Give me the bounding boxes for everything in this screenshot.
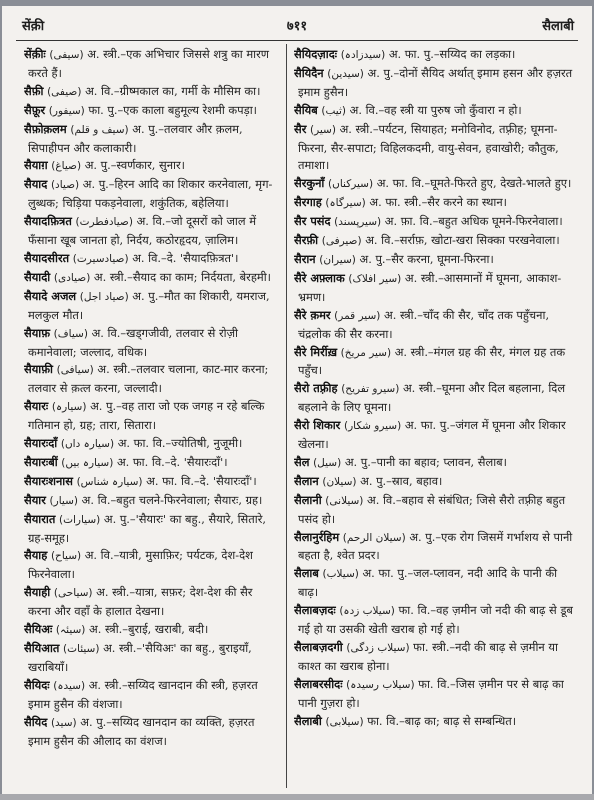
entry-headword: सैयाह	[24, 548, 48, 563]
entry-definition: अ. स्त्री.–'सैयिअः' का बहु., बुराइयाँ, खराबियाँ।	[28, 641, 252, 674]
entry-headword: सैयिअः	[24, 622, 53, 637]
entry-urdu-spelling: (سیر قمر)	[334, 309, 381, 322]
entry-definition: फा. स्त्री.–नदी की बाढ़ से ज़मीन या काश्त का खराब होना।	[298, 640, 558, 673]
entry-headword: सैफ़ी	[24, 83, 44, 98]
dictionary-entry	[294, 232, 578, 251]
entry-definition: अ. पु.–'सैयारः' का बहु., सैयारे, सितारे, ग्रह-समूह।	[28, 511, 266, 545]
entry-definition: अ. फा. पु.–जंगल में घूमना और शिकार खेलना।	[298, 418, 566, 452]
dictionary-entry	[24, 640, 278, 677]
entry-headword: सैयिदैन	[294, 65, 324, 80]
entry-headword: सैरफ़ी	[294, 233, 319, 248]
entry-headword: सैयिदज़ादः	[294, 47, 338, 61]
entry-definition: अ. पु.–स्राव, बहाव।	[360, 473, 443, 488]
entry-urdu-spelling: (سیرو شکار)	[343, 420, 402, 433]
entry-headword: सैरे क़मर	[294, 307, 331, 322]
header-rule	[16, 40, 578, 41]
entry-definition: अ. स्त्री.–तलवार चलाना, काट-मार करना; तलवार से क़त्ल करना, जल्लादी।	[28, 362, 269, 396]
entry-definition: अ. वि.–वह स्त्री या पुरुष जो कुँवारा न हो।	[349, 102, 522, 117]
entry-urdu-spelling: (سیدین)	[327, 67, 364, 80]
page-number: ७११	[286, 19, 308, 34]
entry-urdu-spelling: (سیئہ)	[55, 624, 86, 637]
entry-headword: सैलानी	[294, 492, 322, 507]
dictionary-entry	[294, 46, 578, 65]
entry-headword: सैफ़ूर	[24, 102, 46, 117]
entry-headword: सैलाब	[294, 566, 319, 581]
entry-definition: अ. स्त्री.–पर्यटन, सियाहत; मनोविनोद, तफ़्रीह; घूमना-फिरना, सैर-सपाटा; विहिलकदमी, वायु-सेवन, हवाखोरी; कौतुक, तमाशा।	[298, 121, 559, 173]
entry-definition: अ. वि.–खड्गजीवी, तलवार से रोज़ी कमानेवाला; जल्लाद, वधिक।	[28, 325, 238, 359]
entry-urdu-spelling: (سیار)	[49, 494, 79, 507]
column-divider	[286, 44, 287, 788]
entry-headword: सैयारात	[24, 511, 56, 526]
entry-definition: अ. फा. वि.–घूमते-फिरते हुए, देखते-भालते हुए।	[376, 176, 572, 191]
entry-urdu-spelling: (سیافی)	[56, 364, 94, 377]
dictionary-entry	[24, 511, 278, 548]
dictionary-entry	[294, 344, 578, 381]
dictionary-entry	[24, 714, 278, 751]
entry-definition: अ. वि.–बहुत चलने-फिरनेवाला; सैयारः, ग्रह।	[81, 492, 263, 507]
dictionary-entry	[24, 435, 278, 454]
entry-definition: अ. पु.–तलवार और क़लम, सिपाहीपन और कलाकारी।	[28, 121, 243, 155]
entry-headword: सैरे अफ़्लाक	[294, 270, 345, 285]
entry-definition: अ. स्त्री.–आसमानों में घूमना, आकाश-भ्रमण।	[298, 270, 562, 304]
entry-headword: सैरो शिकार	[294, 418, 341, 433]
dictionary-entry	[24, 398, 278, 435]
dictionary-entry	[24, 46, 278, 83]
entry-urdu-spelling: (صیرفی)	[321, 235, 362, 248]
entry-urdu-spelling: (سیدزادہ)	[340, 49, 386, 61]
entry-headword: सैयादे अजल	[24, 288, 77, 303]
entry-urdu-spelling: (سیران)	[319, 253, 356, 266]
dictionary-entry	[24, 325, 278, 362]
entry-definition: अ. फा. वि.–ज्योतिषी, नुजूमी।	[117, 436, 243, 451]
entry-urdu-spelling: (سیفور)	[48, 104, 85, 117]
entry-headword: सैयारःशनास	[24, 473, 73, 488]
entry-urdu-spelling: (سیر افلاک)	[348, 272, 402, 285]
entry-urdu-spelling: (صیاغ)	[51, 160, 82, 173]
entry-definition: फा. वि.–बाढ़ का; बाढ़ से सम्बन्धित।	[367, 713, 517, 728]
entry-definition: अ. फा. स्त्री.–सैर करने का स्थान।	[369, 195, 507, 210]
entry-urdu-spelling: (سیف و قلم)	[70, 123, 129, 136]
entry-urdu-spelling: (سید)	[50, 716, 77, 729]
entry-headword: सैल	[294, 454, 310, 469]
entry-headword: सैलान	[294, 473, 319, 488]
entry-definition: अ. फ़ा. वि.–बहुत अधिक घूमने-फिरनेवाला।	[384, 214, 563, 229]
dictionary-entry	[294, 473, 578, 492]
dictionary-entry	[294, 602, 578, 639]
entry-headword: सैयिद	[24, 714, 48, 729]
dictionary-entry	[24, 584, 278, 621]
entry-headword: सैरगाह	[294, 195, 322, 210]
dictionary-entry	[294, 251, 578, 270]
entry-urdu-spelling: (سیرکناں)	[328, 178, 374, 191]
dictionary-page	[2, 6, 592, 794]
entry-urdu-spelling: (سیرپسند)	[334, 216, 382, 229]
entry-urdu-spelling: (صیادی)	[53, 271, 91, 284]
entry-urdu-spelling: (سیلان الرحم)	[342, 531, 406, 544]
entry-urdu-spelling: (سیدہ)	[53, 679, 86, 692]
entry-definition: अ. पु.–हिरन आदि का शिकार करनेवाला, मृग-लुब्धक; चिड़िया पकड़नेवाला, शकुंतिक, बहेलिया।	[28, 177, 273, 211]
dictionary-entry	[294, 270, 578, 307]
dictionary-entry	[294, 676, 578, 713]
entry-definition: अ. स्त्री.–बुराई, खराबी, बदी।	[89, 622, 209, 637]
dictionary-entry	[24, 176, 278, 213]
entry-definition: अ. फा. वि.–दे. 'सैयारःदाँ'।	[146, 473, 257, 488]
entry-urdu-spelling: (سیلاب زدگی)	[346, 642, 410, 654]
entry-definition: अ. फा. वि.–दे. 'सैयारःदाँ'।	[116, 454, 228, 469]
dictionary-entry	[24, 288, 278, 325]
entry-definition: अ. पु.–दोनों सैयिद अर्थात् इमाम हसन और हज़रत इमाम हुसैन।	[298, 65, 573, 99]
dictionary-entry	[294, 565, 578, 602]
dictionary-entry	[294, 380, 578, 417]
entry-headword: सैलाबज़दगी	[294, 640, 343, 654]
entry-urdu-spelling: (سیرگاہ)	[325, 197, 366, 210]
dictionary-entry	[294, 454, 578, 473]
dictionary-entry	[294, 417, 578, 454]
entry-headword: सैरान	[294, 251, 316, 266]
entry-headword: सैरकुनाँ	[294, 176, 325, 191]
entry-urdu-spelling: (سیارہ بیں)	[61, 456, 114, 469]
dictionary-entry	[294, 175, 578, 194]
entry-definition: अ. पु.–एक रोग जिसमें गर्भाशय से पानी बहता है, श्वेत प्रदर।	[298, 529, 573, 563]
entry-definition: अ. वि.–दे. 'सैयादफ़ित्रत'।	[132, 250, 239, 265]
entry-headword: सैयिआत	[24, 641, 60, 655]
page-header	[2, 16, 592, 38]
entry-definition: अ. स्त्री.–मंगल ग्रह की सैर, मंगल ग्रह तक पहुँच।	[298, 344, 566, 378]
left-column	[24, 46, 278, 784]
dictionary-entry	[24, 157, 278, 176]
entry-headword: सैलाबज़दः	[294, 603, 336, 618]
entry-headword: सैर	[294, 121, 307, 136]
entry-headword: सैयार	[24, 492, 46, 507]
entry-definition: अ. पु.–पानी का बहाव; प्लावन, सैलाब।	[344, 454, 507, 469]
entry-definition: अ. स्त्री.–एक अभिचार जिससे शत्रु का मारण करते हैं।	[28, 47, 269, 80]
entry-definition: अ. वि.–बहाव से संबंधित; जिसे सैरो तफ़्रीह बहुत पसंद हो।	[298, 492, 566, 526]
entry-urdu-spelling: (سیلاب)	[322, 568, 359, 581]
dictionary-entry	[294, 213, 578, 232]
entry-headword: सैयादसीरत	[24, 250, 70, 265]
entry-urdu-spelling: (سیلابی)	[325, 715, 364, 728]
entry-definition: अ. स्त्री.–घूमना और दिल बहलाना, दिल बहलाने के लिए घूमना।	[298, 381, 566, 415]
entry-definition: फा. वि.–वह ज़मीन जो नदी की बाढ़ से डूब गई हो या उसकी खेती खराब हो गई हो।	[298, 603, 573, 637]
entry-urdu-spelling: (صیفی)	[47, 85, 82, 98]
entry-definition: फा. वि.–जिस ज़मीन पर से बाढ़ का पानी गुज़रा हो।	[298, 676, 564, 710]
entry-urdu-spelling: (ثیب)	[321, 104, 347, 117]
entry-urdu-spelling: (صیاد اجل)	[79, 290, 129, 303]
entry-urdu-spelling: (سیفی)	[49, 49, 84, 61]
dictionary-entry	[24, 621, 278, 640]
entry-definition: अ. पु.–वह तारा जो एक जगह न रहे बल्कि गतिमान हो, ग्रह; तारा, सितारा।	[28, 399, 265, 433]
entry-definition: अ. पु.–स्वर्णकार, सुनार।	[84, 158, 185, 173]
entry-definition: अ. वि.–सर्राफ़, खोटा-खरा सिक्का परखनेवाला।	[365, 233, 560, 248]
entry-urdu-spelling: (سیاف)	[53, 327, 88, 340]
header-left-guideword: सेंक़ी	[22, 19, 45, 34]
entry-headword: सैयाफ़ी	[24, 362, 53, 377]
dictionary-entry	[294, 102, 578, 121]
entry-definition: अ. वि.–ग्रीष्मकाल का, गर्मी के मौसिम का।	[85, 83, 261, 98]
entry-headword: सैर पसंद	[294, 214, 331, 229]
entry-headword: सैयारः	[24, 399, 49, 414]
entry-urdu-spelling: (سیلاب زدہ)	[339, 605, 395, 618]
dictionary-entry	[24, 547, 278, 584]
entry-headword: सैयारःदाँ	[24, 436, 58, 451]
entry-urdu-spelling: (سیلاب رسیدہ)	[346, 678, 415, 691]
entry-headword: सैयाफ़	[24, 325, 51, 340]
dictionary-entry	[24, 250, 278, 269]
entry-headword: सैलानुर्रहिम	[294, 529, 340, 544]
entry-headword: सैलाबरसीदः	[294, 676, 343, 691]
entry-urdu-spelling: (سیلان)	[322, 475, 357, 488]
dictionary-entry	[24, 361, 278, 398]
entry-definition: अ. वि.–यात्री, मुसाफ़िर; पर्यटक, देश-देश फिरनेवाला।	[28, 548, 253, 582]
entry-definition: अ. पु.–सैर करना, घूमना-फिरना।	[359, 251, 494, 266]
entry-headword: सैयाद	[24, 177, 48, 192]
dictionary-entry	[24, 213, 278, 250]
header-right-guideword: सैलाबी	[542, 19, 574, 34]
entry-headword: सैयारःबीं	[24, 454, 58, 469]
entry-urdu-spelling: (سیر مریخ)	[340, 346, 392, 359]
entry-definition: अ. फा. पु.–जल-प्लावन, नदी आदि के पानी की बाढ़।	[298, 566, 558, 600]
entry-urdu-spelling: (سیاحی)	[53, 587, 93, 600]
entry-headword: सैयिब	[294, 102, 318, 117]
dictionary-entry	[294, 194, 578, 213]
dictionary-entry	[294, 65, 578, 102]
entry-urdu-spelling: (سیارہ شناس)	[76, 475, 143, 488]
dictionary-entry	[294, 529, 578, 566]
entry-urdu-spelling: (سیاح)	[50, 550, 82, 563]
dictionary-entry	[294, 492, 578, 529]
entry-urdu-spelling: (سیارات)	[58, 513, 101, 526]
entry-headword: सैफ़ोक़लम	[24, 121, 67, 136]
entry-urdu-spelling: (سیل)	[313, 456, 342, 469]
dictionary-entry	[24, 121, 278, 158]
dictionary-entry	[294, 121, 578, 176]
entry-headword: सैलाबी	[294, 713, 322, 728]
dictionary-entry	[24, 83, 278, 102]
dictionary-entry	[24, 269, 278, 288]
dictionary-entry	[24, 677, 278, 714]
entry-definition: अ. फा. पु.–सय्यिद का लड़का।	[388, 47, 516, 61]
entry-urdu-spelling: (صیاد)	[50, 179, 80, 192]
entry-headword: सैरो तफ़्रीह	[294, 381, 338, 396]
entry-definition: अ. स्त्री.–चाँद की सैर, चाँद तक पहुँचना, चंद्रलोक की सैर करना।	[298, 307, 550, 341]
dictionary-entry	[294, 307, 578, 344]
dictionary-entry	[24, 473, 278, 492]
entry-definition: अ. स्त्री.–सय्यिद खानदान की स्त्री, हज़रत इमाम हुसैन की वंशजा।	[28, 677, 258, 711]
page-bottom-edge	[0, 794, 594, 800]
entry-headword: सेंक़ीः	[24, 47, 46, 61]
entry-definition: अ. पु.–मौत का शिकारी, यमराज, मलकुल मौत।	[28, 288, 270, 322]
entry-definition: अ. पु.–सय्यिद खानदान का व्यक्ति, हज़रत इमाम हुसैन की औलाद का वंशज।	[28, 714, 255, 748]
entry-urdu-spelling: (صیادفطرت)	[75, 216, 133, 229]
entry-urdu-spelling: (صیادسیرت)	[72, 252, 129, 265]
entry-urdu-spelling: (سیارہ داں)	[60, 438, 115, 451]
entry-urdu-spelling: (سیرو تفریح)	[341, 383, 400, 396]
dictionary-entry	[24, 492, 278, 511]
dictionary-entry	[294, 639, 578, 676]
dictionary-entry	[24, 102, 278, 121]
dictionary-entry	[24, 454, 278, 473]
entry-urdu-spelling: (سیلانی)	[325, 494, 364, 507]
entry-urdu-spelling: (سیئات)	[63, 643, 100, 655]
entry-headword: सैयाही	[24, 585, 51, 600]
entry-definition: अ. स्त्री.–यात्रा, सफ़र; देश-देश की सैर करना और वहाँ के हालात देखना।	[28, 585, 253, 619]
entry-urdu-spelling: (سیر)	[309, 123, 336, 136]
dictionary-entry	[294, 713, 578, 732]
entry-definition: फा. पु.–एक काला बहुमूल्य रेशमी कपड़ा।	[88, 102, 257, 117]
entry-headword: सैयादफ़ित्रत	[24, 214, 72, 229]
entry-urdu-spelling: (سیارہ)	[51, 401, 87, 414]
entry-headword: सैरे मिर्रीख़	[294, 344, 338, 359]
entry-headword: सैयिदः	[24, 677, 50, 692]
entry-headword: सैयादी	[24, 269, 51, 284]
entry-definition: अ. वि.–जो दूसरों को जाल में फँसाना खूब जानता हो, निर्दय, कठोरहृदय, ज़ालिम।	[28, 214, 256, 248]
entry-headword: सैयाग़	[24, 158, 48, 173]
right-column	[294, 46, 578, 784]
entry-definition: अ. स्त्री.–सैयाद का काम; निर्दयता, बेरहमी।	[93, 269, 271, 284]
